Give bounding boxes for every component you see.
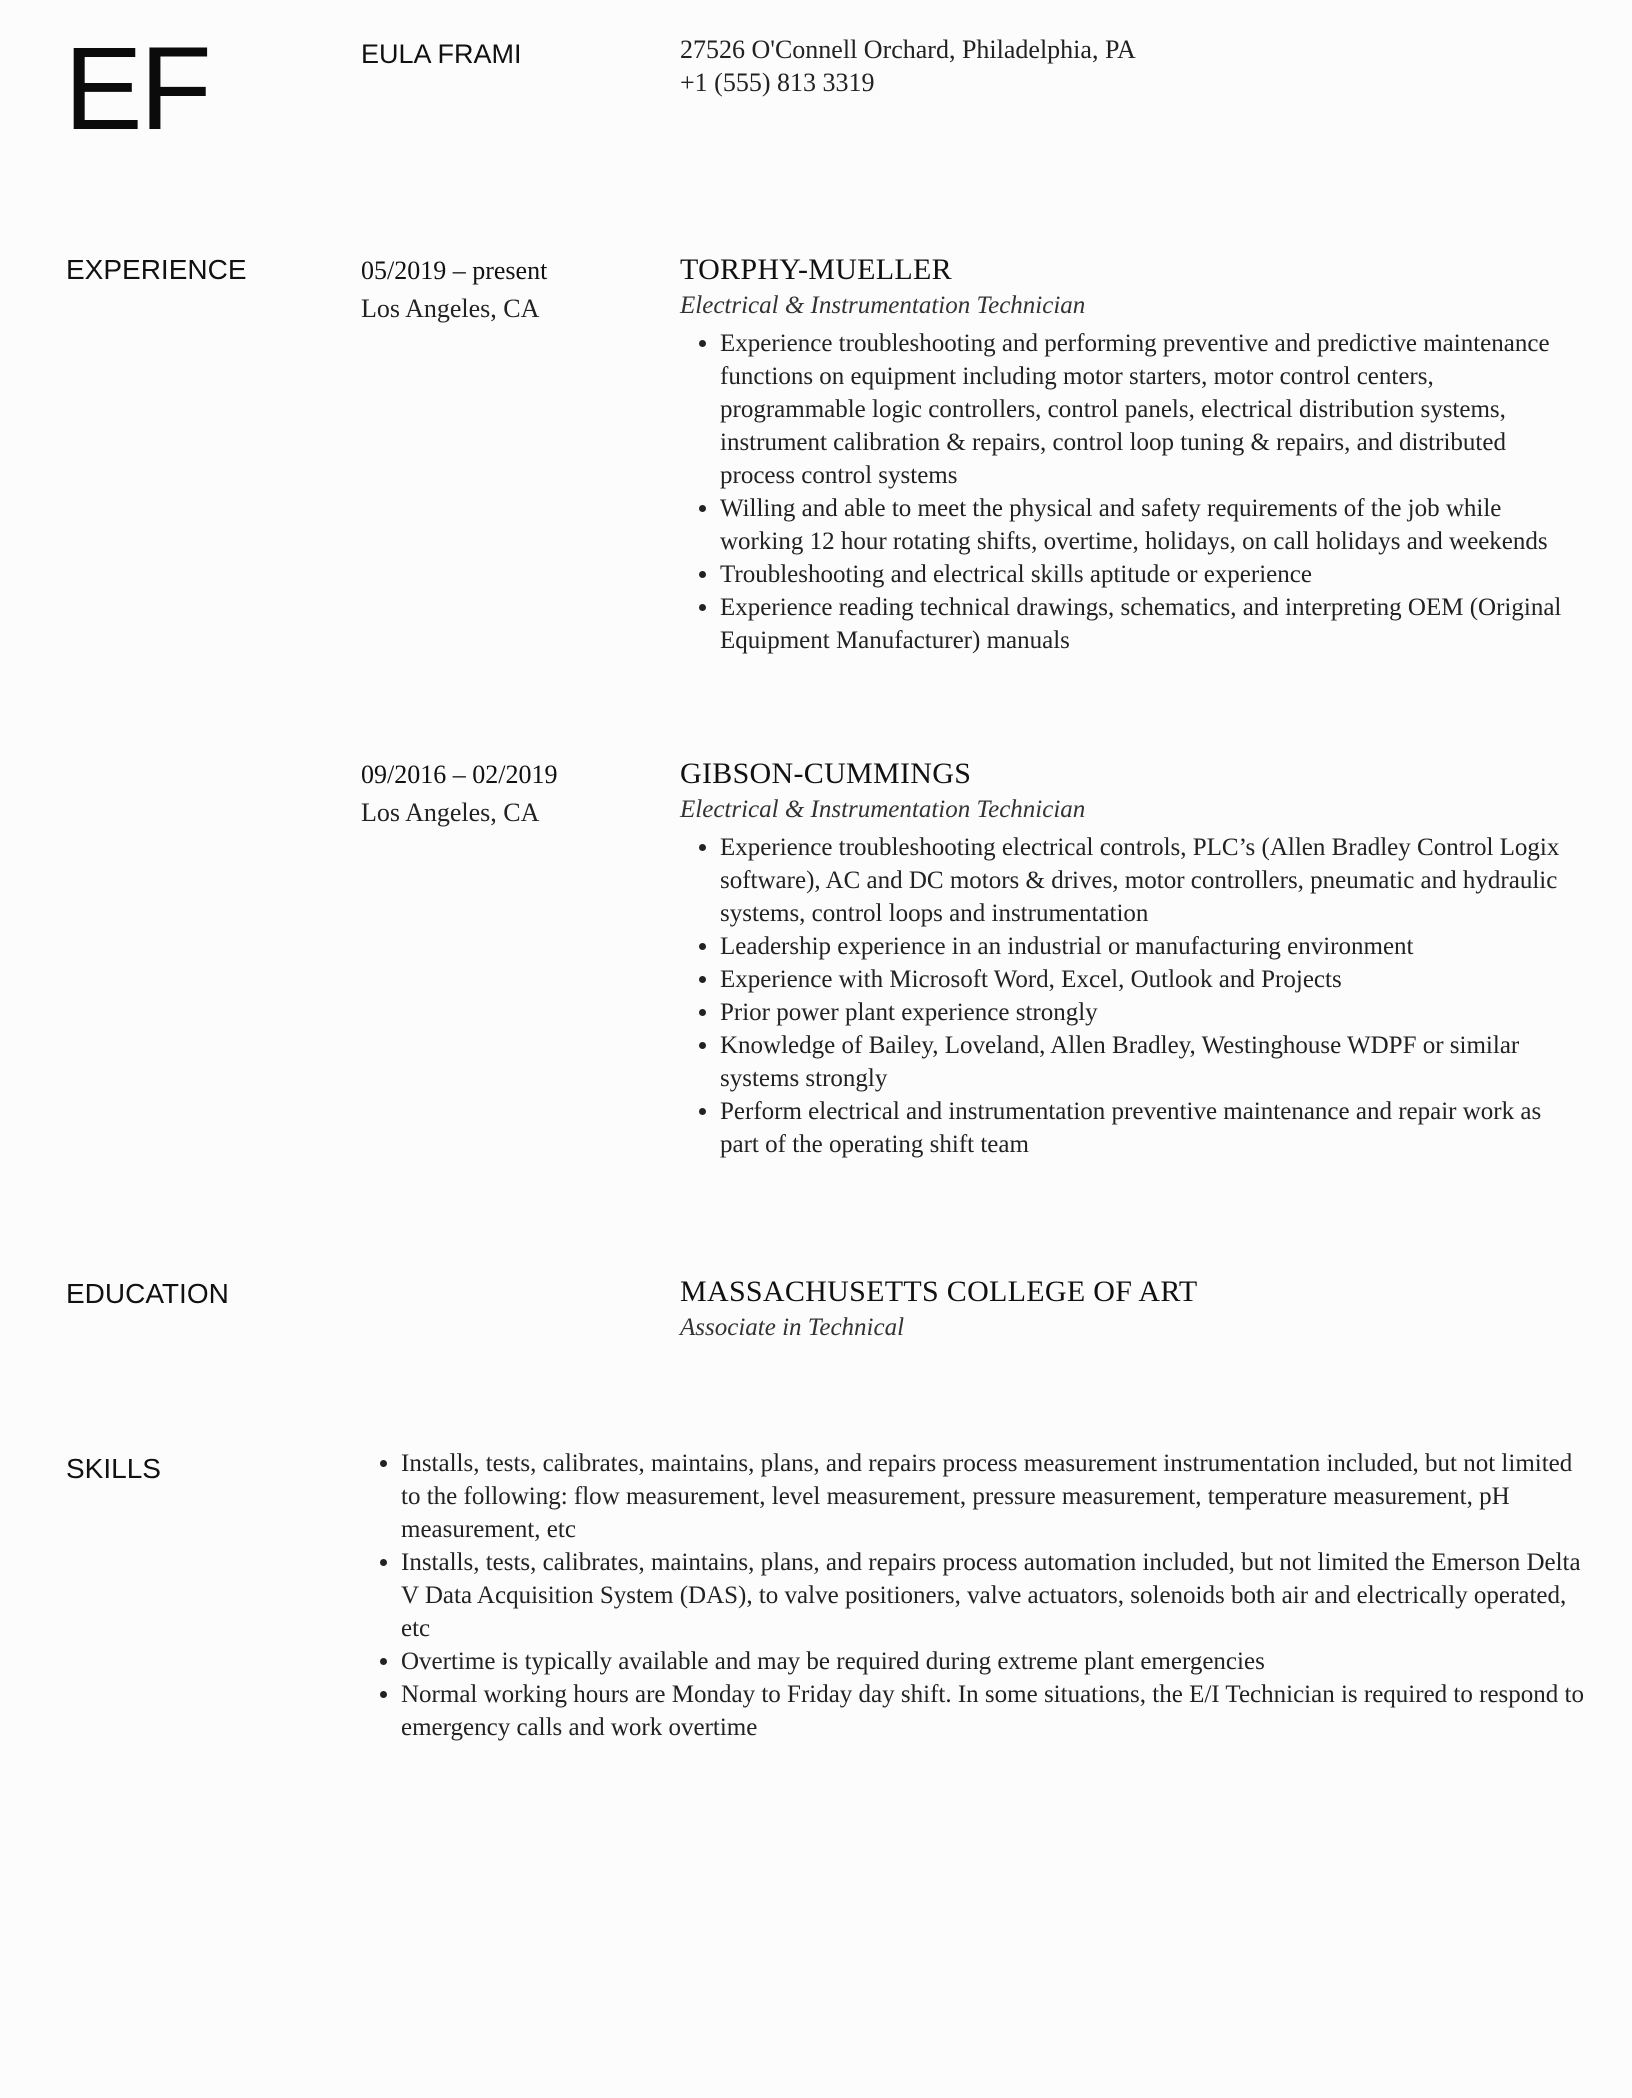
- education-heading: EDUCATION: [66, 1278, 229, 1309]
- job-location: Los Angeles, CA: [361, 798, 540, 827]
- list-item: • Leadership experience in an industrial or manufacturing environment: [720, 930, 1580, 963]
- list-item: • Overtime is typically available and may be required during extreme plant emergencies: [401, 1645, 1591, 1678]
- list-item: • Installs, tests, calibrates, maintains, plans, and repairs process automation included, but not limited the Emerson Delta V Data Acquisition System (DAS), to valve positioners, valve actuators, solenoids both air and electrically operated, etc: [401, 1546, 1591, 1645]
- job-period: 05/2019 – present: [361, 256, 548, 285]
- list-item: • Perform electrical and instrumentation preventive maintenance and repair work as part of the operating shift team: [720, 1095, 1580, 1161]
- list-item: • Experience troubleshooting and performing preventive and predictive maintenance functions on equipment including motor starters, motor control centers, programmable logic controllers, control panels, electrical distribution systems, instrument calibration & repairs, control loop tuning & repairs, and distributed process control systems: [720, 327, 1580, 492]
- contact-info: [680, 33, 1136, 99]
- list-item: • Experience reading technical drawings, schematics, and interpreting OEM (Original Equipment Manufacturer) manuals: [720, 591, 1580, 657]
- job-1-meta: [361, 252, 547, 328]
- job-bullets: [680, 831, 1580, 1161]
- list-item: • Willing and able to meet the physical and safety requirements of the job while working 12 hour rotating shifts, overtime, holidays, on call holidays and weekends: [720, 492, 1580, 558]
- address: 27526 O'Connell Orchard, Philadelphia, PA: [680, 35, 1136, 64]
- job-1: [680, 251, 1580, 657]
- job-period: 09/2016 – 02/2019: [361, 760, 558, 789]
- skills-heading: SKILLS: [66, 1453, 161, 1484]
- list-item: • Experience with Microsoft Word, Excel, Outlook and Projects: [720, 963, 1580, 996]
- job-bullets: [680, 327, 1580, 657]
- school-name: MASSACHUSETTS COLLEGE OF ART: [680, 1275, 1198, 1308]
- phone: +1 (555) 813 3319: [680, 68, 875, 97]
- job-2: [680, 755, 1580, 1161]
- list-item: • Troubleshooting and electrical skills aptitude or experience: [720, 558, 1580, 591]
- experience-heading: EXPERIENCE: [66, 254, 247, 285]
- job-role: Electrical & Instrumentation Technician: [680, 796, 1086, 823]
- skills-list: [361, 1447, 1591, 1744]
- company-name: TORPHY-MUELLER: [680, 253, 952, 286]
- list-item: • Normal working hours are Monday to Friday day shift. In some situations, the E/I Technician is required to respond to emergency calls and work overtime: [401, 1678, 1591, 1744]
- job-role: Electrical & Instrumentation Technician: [680, 292, 1086, 319]
- job-2-meta: [361, 756, 557, 832]
- degree: Associate in Technical: [680, 1314, 905, 1341]
- skills-list-container: [361, 1447, 1591, 1744]
- candidate-name: EULA FRAMI: [361, 39, 522, 69]
- list-item: • Prior power plant experience strongly: [720, 996, 1580, 1029]
- company-name: GIBSON-CUMMINGS: [680, 757, 972, 790]
- monogram: EF: [64, 23, 209, 155]
- list-item: • Installs, tests, calibrates, maintains, plans, and repairs process measurement instrumentation included, but not limited to the following: flow measurement, level measurement, pressure measurement, temperature measurement, pH measurement, etc: [401, 1447, 1591, 1546]
- education-entry: [680, 1273, 1580, 1345]
- job-location: Los Angeles, CA: [361, 294, 540, 323]
- list-item: • Experience troubleshooting electrical controls, PLC’s (Allen Bradley Control Logix software), AC and DC motors & drives, motor controllers, pneumatic and hydraulic systems, control loops and instrumentation: [720, 831, 1580, 930]
- list-item: • Knowledge of Bailey, Loveland, Allen Bradley, Westinghouse WDPF or similar systems strongly: [720, 1029, 1580, 1095]
